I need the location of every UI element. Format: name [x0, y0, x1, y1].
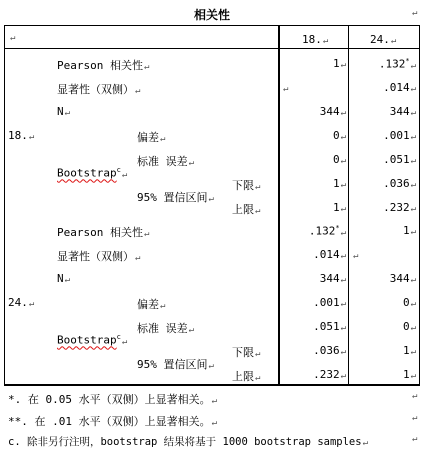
cell-value: .036↵ [313, 344, 346, 357]
paragraph-mark-icon: ↵ [412, 8, 418, 18]
row-label-upper: 上限↵ [232, 203, 261, 216]
row-label-pearson: Pearson 相关性↵ [57, 226, 150, 239]
cell-value: .232↵ [313, 368, 346, 381]
cell-value: .014↵ [383, 81, 416, 94]
table-title: 相关性 [193, 8, 230, 22]
row-label-confidence-interval: 95% 置信区间↵ [137, 358, 214, 371]
row-group-label-18: 18.↵ [8, 129, 35, 142]
cell-value: 344↵ [319, 105, 346, 118]
cell-value: 1↵ [402, 344, 416, 357]
cell-value: 0↵ [332, 129, 346, 142]
footnote: **. 在 .01 水平（双侧）上显著相关。↵ [8, 415, 218, 428]
row-label-confidence-interval: 95% 置信区间↵ [137, 191, 214, 204]
table-border-top [4, 25, 420, 26]
label-data-divider [278, 25, 280, 386]
row-label-bias: 偏差↵ [137, 131, 166, 144]
cell-value: .132*↵ [308, 224, 346, 238]
row-label-upper: 上限↵ [232, 370, 261, 383]
column-header-18: 18.↵ [302, 33, 329, 46]
cell-value: .132*↵ [378, 57, 416, 71]
row-label-lower: 下限↵ [232, 346, 261, 359]
cell-value: 0↵ [402, 296, 416, 309]
cell-value: .036↵ [383, 177, 416, 190]
cell-value: .001↵ [313, 296, 346, 309]
cell-value: 1↵ [332, 201, 346, 214]
row-label-significance: 显著性（双侧）↵ [57, 83, 141, 96]
cell-value: 1↵ [402, 224, 416, 237]
paragraph-mark-icon: ↵ [412, 434, 418, 444]
row-label-bias: 偏差↵ [137, 298, 166, 311]
paragraph-mark-icon: ↵ [412, 413, 418, 423]
cell-value: ↵ [283, 84, 289, 94]
cell-value: ↵ [353, 251, 359, 261]
column-header-24: 24.↵ [370, 33, 397, 46]
cell-value: 0↵ [402, 320, 416, 333]
cell-value: .001↵ [383, 129, 416, 142]
header-bottom-border [4, 48, 420, 49]
row-label-standard-error: 标准 误差↵ [137, 322, 195, 335]
cell-value: 344↵ [389, 105, 416, 118]
row-label-pearson: Pearson 相关性↵ [57, 59, 150, 72]
cell-value: .232↵ [383, 201, 416, 214]
table-border-left [4, 25, 5, 386]
row-label-n: N↵ [57, 272, 71, 285]
table-border-right [419, 25, 420, 386]
footnote: c. 除非另行注明，bootstrap 结果将基于 1000 bootstrap samples↵ [8, 436, 368, 448]
cell-value: .051↵ [383, 153, 416, 166]
cell-value: 1↵ [332, 57, 346, 70]
cell-value: .051↵ [313, 320, 346, 333]
row-label-standard-error: 标准 误差↵ [137, 155, 195, 168]
paragraph-mark-icon: ↵ [10, 33, 16, 43]
row-label-n: N↵ [57, 105, 71, 118]
cell-value: 0↵ [332, 153, 346, 166]
cell-value: 344↵ [319, 272, 346, 285]
row-group-label-24: 24.↵ [8, 296, 35, 309]
cell-value: .014↵ [313, 248, 346, 261]
row-label-lower: 下限↵ [232, 179, 261, 192]
footnote: *. 在 0.05 水平（双侧）上显著相关。↵ [8, 393, 218, 406]
cell-value: 344↵ [389, 272, 416, 285]
cell-value: 1↵ [332, 177, 346, 190]
column-divider [348, 25, 349, 386]
bootstrap-label: Bootstrap$^c$↵ [57, 333, 128, 347]
table-border-bottom [4, 384, 420, 386]
cell-value: 1↵ [402, 368, 416, 381]
bootstrap-label: Bootstrap$^c$↵ [57, 166, 128, 180]
row-label-significance: 显著性（双侧）↵ [57, 250, 141, 263]
paragraph-mark-icon: ↵ [412, 391, 418, 401]
